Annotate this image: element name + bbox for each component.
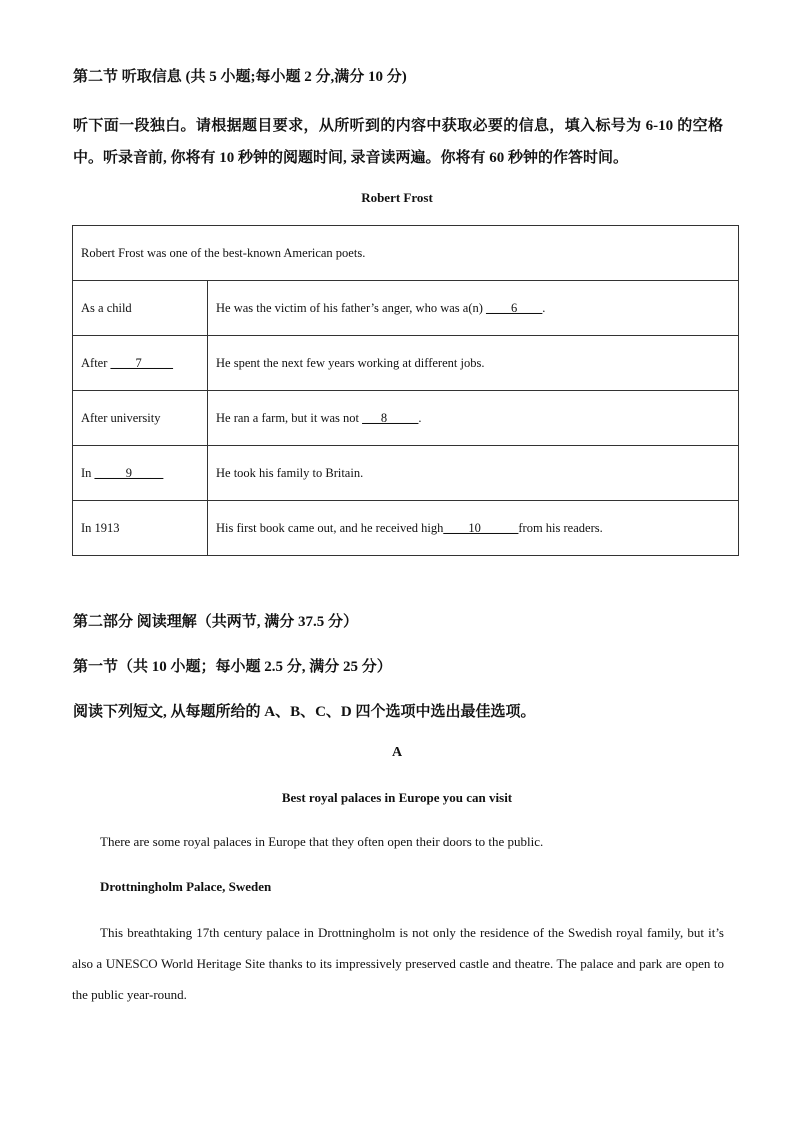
reading-section-title: 第一节（共 10 小题；每小题 2.5 分, 满分 25 分） <box>73 659 392 675</box>
intro-cell: Robert Frost was one of the best-known American poets. <box>73 226 739 281</box>
listening-section-title: 第二节 听取信息 (共 5 小题;每小题 2 分,满分 10 分) <box>73 69 407 85</box>
row-label: In _____9_____ <box>73 446 208 501</box>
row-label: After university <box>73 391 208 446</box>
answer-blank-10[interactable]: ____10______ <box>443 520 519 535</box>
table-row <box>73 336 739 391</box>
reading-instructions: 阅读下列短文, 从每题所给的 A、B、C、D 四个选项中选出最佳选项。 <box>73 704 536 720</box>
table-row <box>73 501 739 556</box>
row-content: He ran a farm, but it was not ___8_____. <box>208 391 739 446</box>
row-label: After ____7_____ <box>73 336 208 391</box>
palace-paragraph: This breathtaking 17th century palace in Drottningholm is not only the residence of the Swedish royal family, but it’s also a UNESCO World Heritage Site thanks to its impressively preserved castle and theatre. The palace and park are open to the public year-round. <box>72 925 724 1002</box>
row-content: He spent the next few years working at different jobs. <box>208 336 739 391</box>
passage-intro: There are some royal palaces in Europe that they often open their doors to the public. <box>100 834 544 849</box>
reading-part-title: 第二部分 阅读理解（共两节, 满分 37.5 分） <box>73 614 359 630</box>
row-content: He was the victim of his father’s anger, who was a(n) ____6____. <box>208 281 739 336</box>
answer-blank-6[interactable]: ____6____ <box>486 300 543 315</box>
table-row <box>73 281 739 336</box>
info-table <box>72 225 739 556</box>
listening-instructions: 听下面一段独白。请根据题目要求，从所听到的内容中获取必要的信息，填入标号为 6-10 的空格中。听录音前, 你将有 10 秒钟的阅题时间, 录音读两遍。你将有 60 秒钟的作答时间。 <box>73 118 723 166</box>
answer-blank-8[interactable]: ___8_____ <box>362 410 419 425</box>
table-title: Robert Frost <box>361 190 433 205</box>
answer-blank-9[interactable]: _____9_____ <box>94 465 164 480</box>
row-content: He took his family to Britain. <box>208 446 739 501</box>
row-content: His first book came out, and he received high____10______from his readers. <box>208 501 739 556</box>
passage-title: Best royal palaces in Europe you can visit <box>281 790 513 805</box>
table-row <box>73 446 739 501</box>
table-row <box>73 226 739 281</box>
table-row <box>73 391 739 446</box>
palace-subheading: Drottningholm Palace, Sweden <box>100 879 272 894</box>
passage-letter: A <box>391 745 403 760</box>
row-label: In 1913 <box>73 501 208 556</box>
answer-blank-7[interactable]: ____7_____ <box>110 355 173 370</box>
row-label: As a child <box>73 281 208 336</box>
